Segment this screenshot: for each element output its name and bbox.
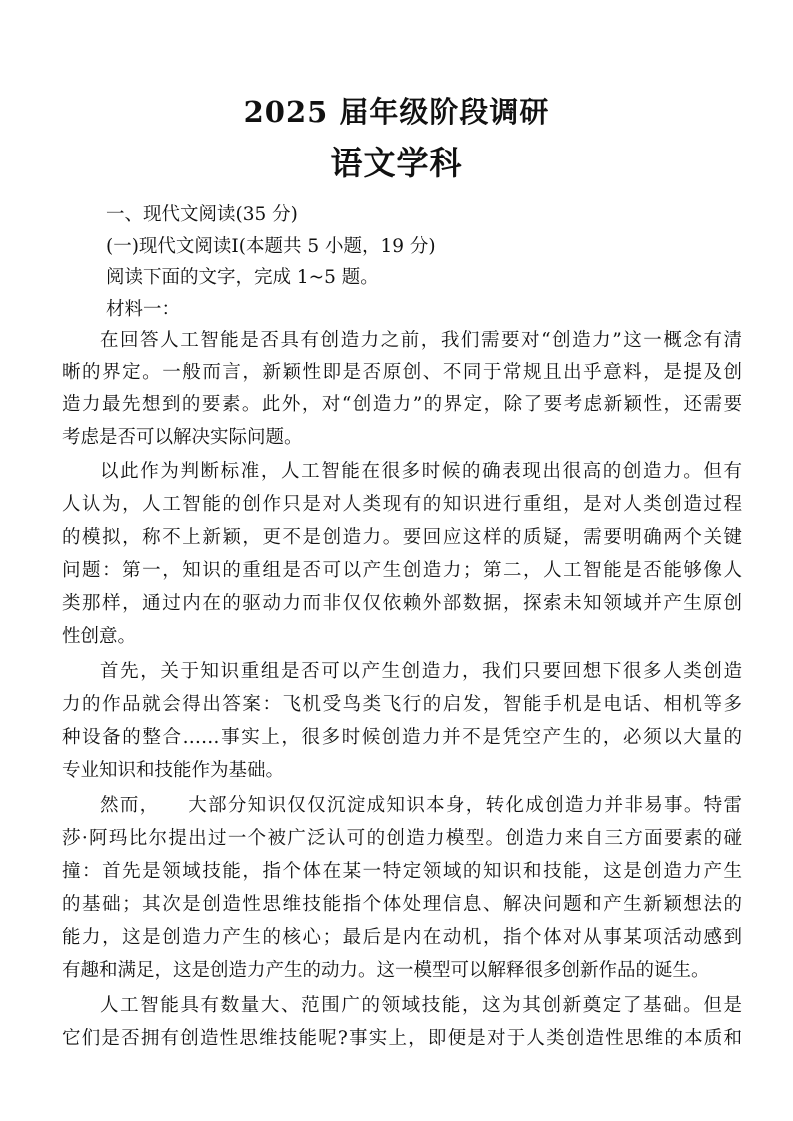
paragraph-line: 撞：首先是领域技能，指个体在某一特定领域的知识和技能，这是创造力产生	[62, 861, 742, 882]
section-subheading: (一)现代文阅读I(本题共 5 小题，19 分)	[106, 236, 436, 257]
paragraph-line: 的基础；其次是创造性思维技能指个体处理信息、解决问题和产生新颖想法的	[62, 894, 742, 915]
section-heading: 一、现代文阅读(35 分)	[106, 204, 298, 225]
paragraph-line: 性创意。	[62, 626, 137, 647]
paragraph-line: 然而， 大部分知识仅仅沉淀成知识本身，转化成创造力并非易事。特雷	[100, 795, 742, 816]
paragraph-line: 力的作品就会得出答案：飞机受鸟类飞行的启发，智能手机是电话、相机等多	[62, 694, 742, 715]
paragraph-line: 首先，关于知识重组是否可以产生创造力，我们只要回想下很多人类创造	[100, 661, 742, 682]
paragraph-line: 类那样，通过内在的驱动力而非仅仅依赖外部数据，探索未知领域并产生原创	[62, 593, 742, 614]
paragraph-line: 人认为，人工智能的创作只是对人类现有的知识进行重组，是对人类创造过程	[62, 494, 742, 515]
paragraph-line: 有趣和满足，这是创造力产生的动力。这一模型可以解释很多创新作品的诞生。	[62, 960, 710, 981]
paragraph-line: 专业知识和技能作为基础。	[62, 760, 285, 781]
paragraph-line: 的模拟，称不上新颖，更不是创造力。要回应这样的质疑，需要明确两个关键	[62, 527, 742, 548]
paragraph-line: 它们是否拥有创造性思维技能呢?事实上，即便是对于人类创造性思维的本质和	[62, 1028, 742, 1049]
subject-title: 语文学科	[330, 144, 463, 182]
paragraph-line: 能力，这是创造力产生的核心；最后是内在动机，指个体对从事某项活动感到	[62, 927, 742, 948]
paragraph-line: 问题：第一，知识的重组是否可以产生创造力；第二，人工智能是否能够像人	[62, 560, 742, 581]
paragraph-line: 晰的界定。一般而言，新颖性即是否原创、不同于常规且出乎意料，是提及创	[62, 362, 742, 383]
document-title: 2025 届年级阶段调研	[243, 95, 550, 129]
paragraph-line: 在回答人工智能是否具有创造力之前，我们需要对“创造力”这一概念有清	[100, 330, 742, 351]
paragraph-line: 人工智能具有数量大、范围广的领域技能，这为其创新奠定了基础。但是	[100, 995, 742, 1016]
reading-instruction: 阅读下面的文字，完成 1~5 题。	[106, 267, 379, 288]
material-label: 材料一：	[106, 299, 181, 320]
paragraph-line: 以此作为判断标准，人工智能在很多时候的确表现出很高的创造力。但有	[100, 461, 742, 482]
paragraph-line: 种设备的整合……事实上，很多时候创造力并不是凭空产生的，必须以大量的	[62, 727, 742, 748]
paragraph-line: 考虑是否可以解决实际问题。	[62, 427, 303, 448]
paragraph-line: 造力最先想到的要素。此外，对“创造力”的界定，除了要考虑新颖性，还需要	[62, 394, 742, 415]
paragraph-line: 莎·阿玛比尔提出过一个被广泛认可的创造力模型。创造力来自三方面要素的碰	[62, 828, 742, 849]
